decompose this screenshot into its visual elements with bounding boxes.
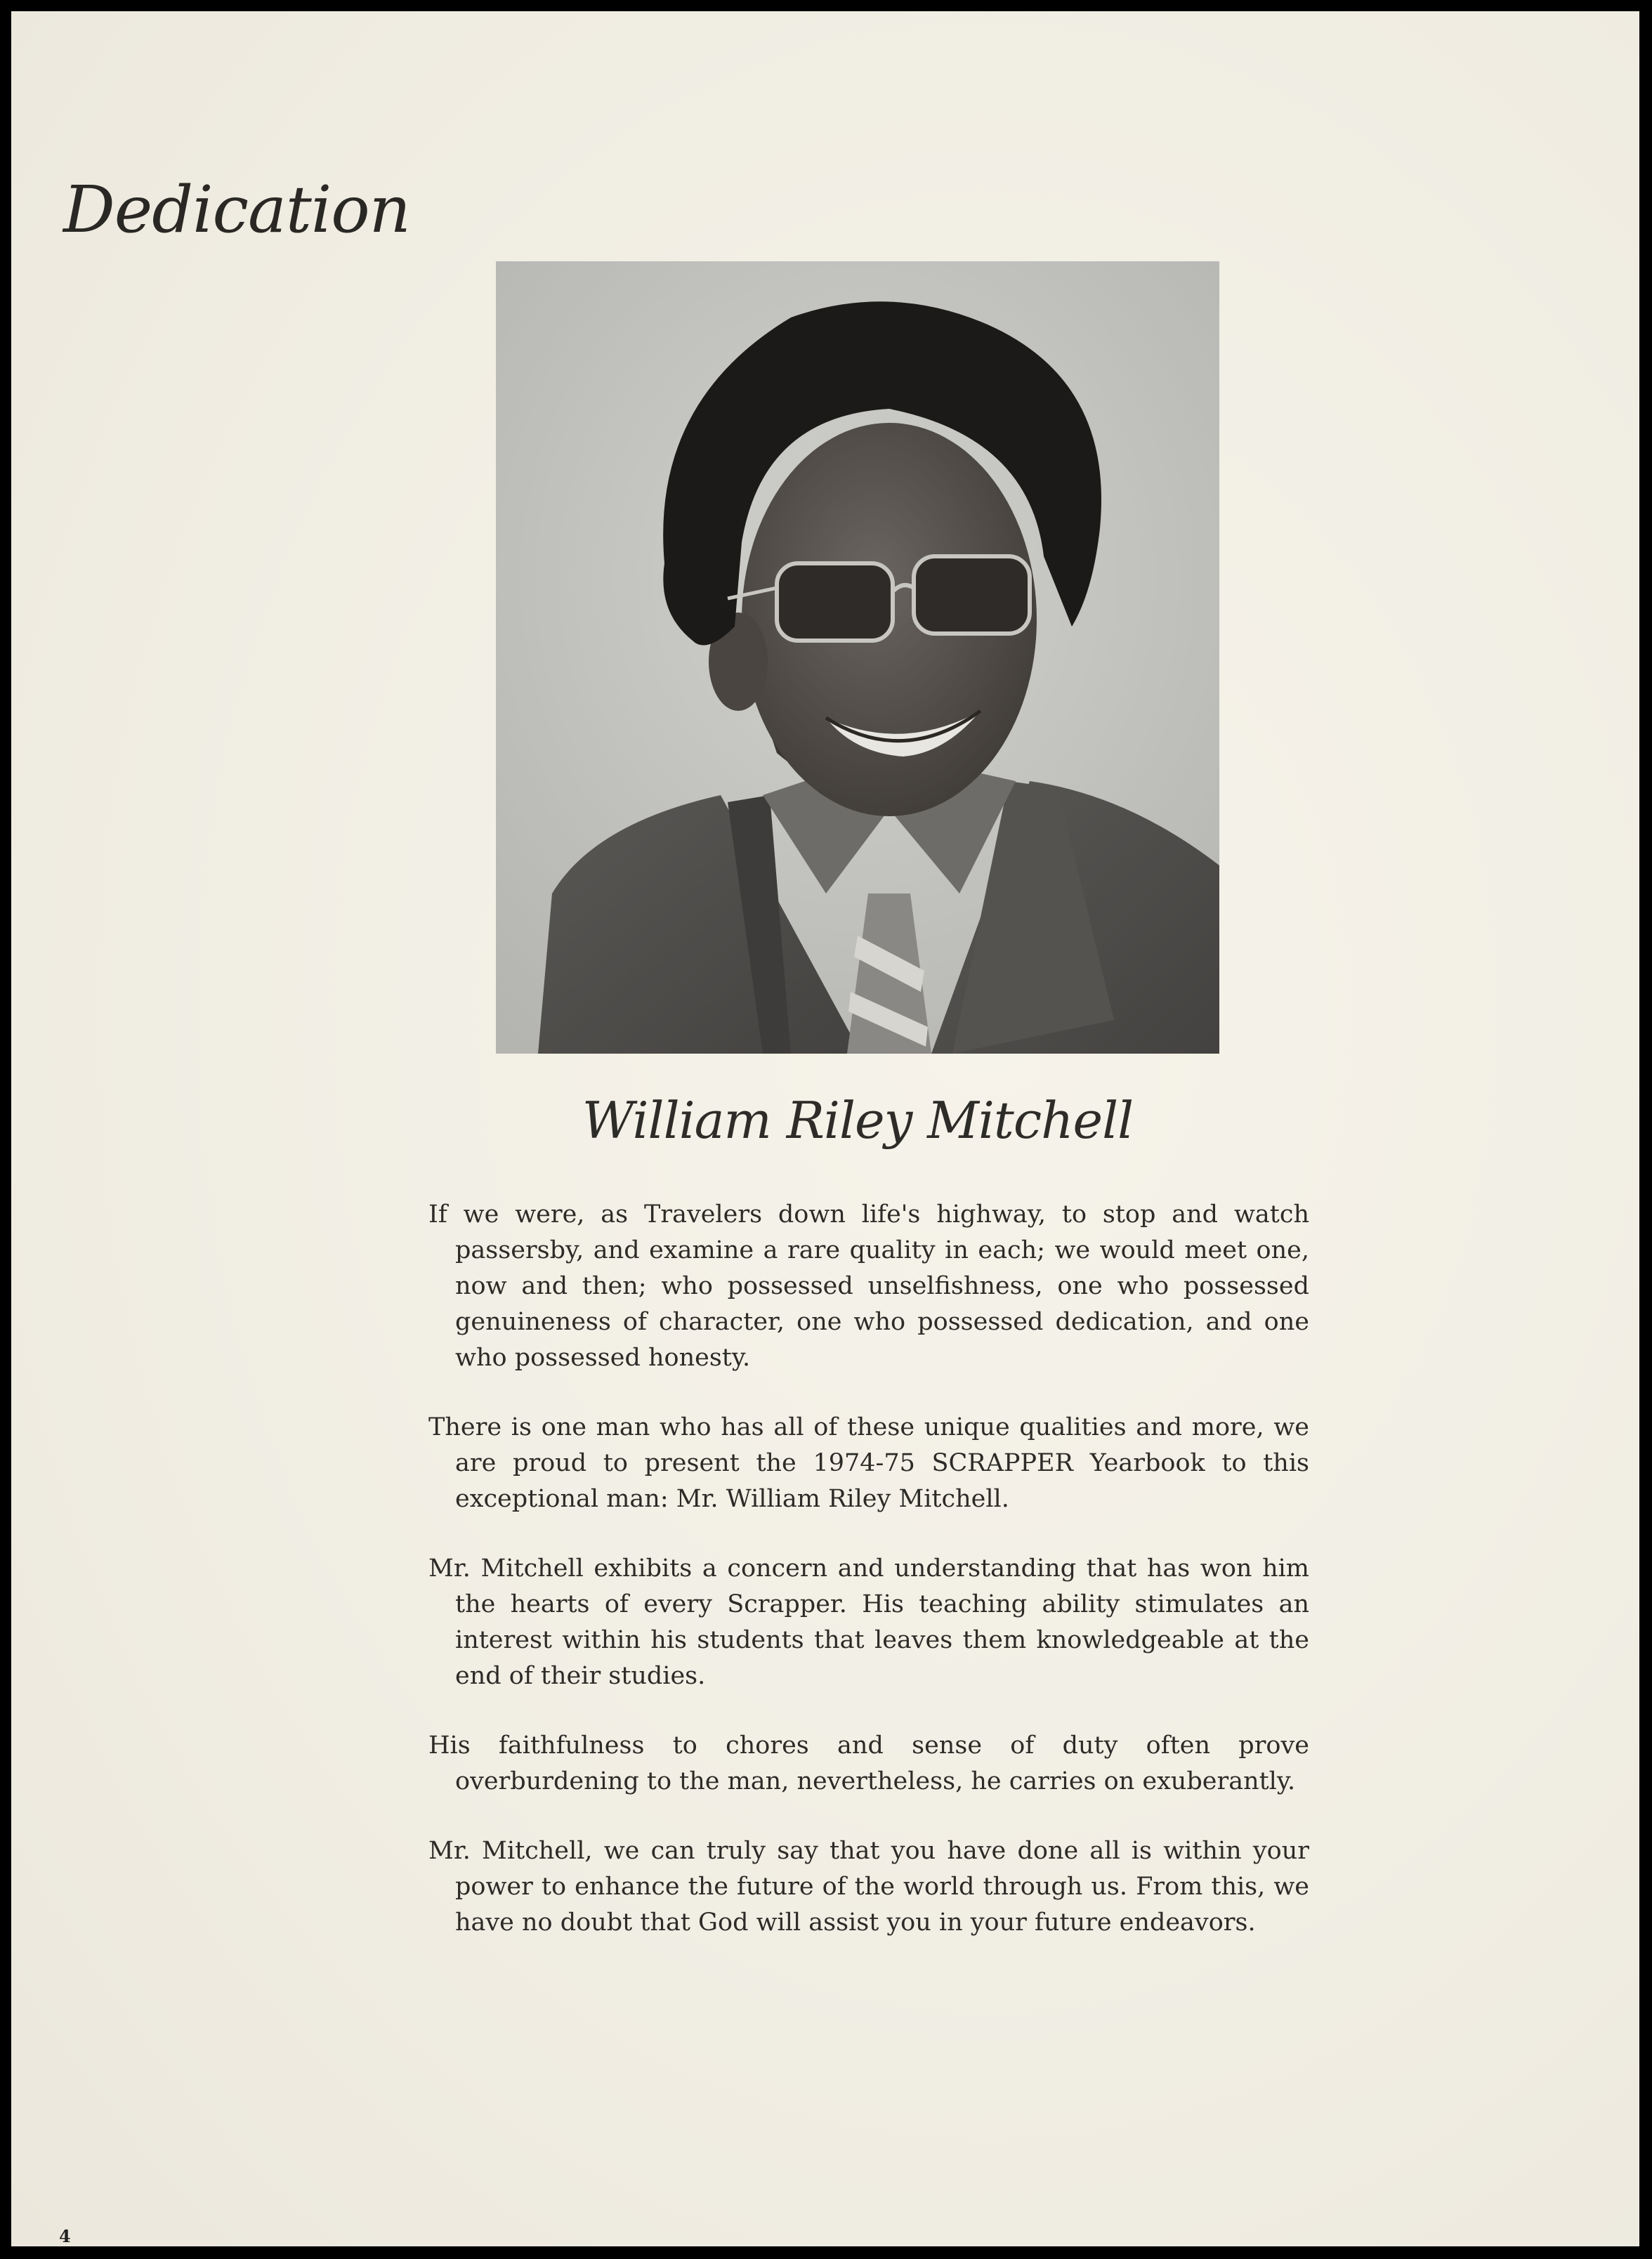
yearbook-page [11, 11, 1639, 2246]
dedication-text [428, 1197, 1309, 1975]
page-number: 4 [59, 2226, 71, 2246]
honoree-name: William Riley Mitchell [582, 1091, 1134, 1150]
portrait-illustration [496, 261, 1219, 1054]
dedication-paragraph: His faithfulness to chores and sense of duty often prove overburdening to the man, nevertheless, he carries on exuberantly. [428, 1731, 1309, 1795]
dedication-paragraph: Mr. Mitchell, we can truly say that you have done all is within your power to enhance the future of the world through us. From this, we have no doubt that God will assist you in your future endeavors. [428, 1837, 1309, 1937]
page-heading: Dedication [63, 172, 410, 247]
dedication-paragraph: Mr. Mitchell exhibits a concern and understanding that has won him the hearts of every Scrapper. His teaching ability stimulates an interest within his students that leaves them knowledgeable at the end of their studies. [428, 1554, 1309, 1690]
dedication-paragraph: If we were, as Travelers down life's highway, to stop and watch passersby, and examine a rare quality in each; we would meet one, now and then; who possessed unselfishness, one who possessed genuineness of character, one who possessed dedication, and one who possessed honesty. [428, 1200, 1309, 1372]
portrait-photo [496, 261, 1219, 1054]
dedication-paragraph: There is one man who has all of these unique qualities and more, we are proud to present the 1974-75 SCRAPPER Yearbook to this exceptional man: Mr. William Riley Mitchell. [428, 1413, 1309, 1513]
